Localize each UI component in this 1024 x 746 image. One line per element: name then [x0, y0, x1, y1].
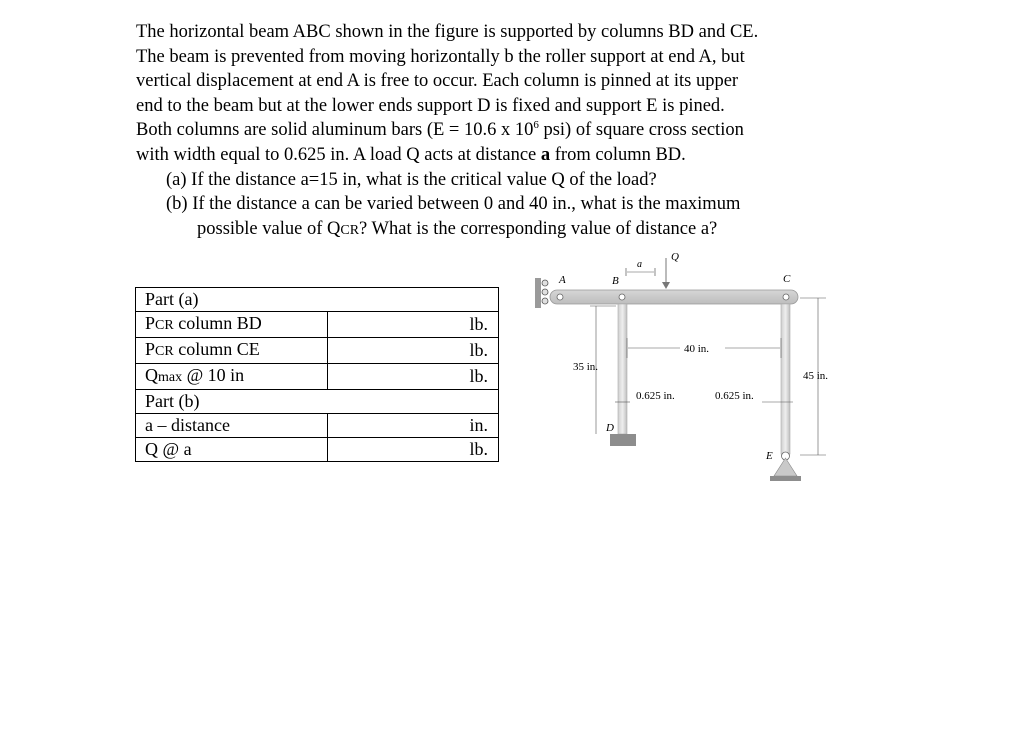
problem-line-5: Both columns are solid aluminum bars (E = 10.6 x $10^6$ psi) of square cross section — [136, 119, 744, 141]
distance-answer-field[interactable]: in. — [328, 414, 499, 438]
label-b: B — [612, 275, 619, 287]
load-q-arrow — [662, 258, 670, 289]
dim-35-label: 35 in. — [573, 361, 599, 373]
pin-support-e — [770, 452, 801, 481]
table-row — [136, 438, 499, 462]
pcr-bd-label: PCR column BD — [136, 312, 328, 338]
width-ce-label: 0.625 in. — [715, 390, 754, 402]
table-row — [136, 338, 499, 364]
distance-label: a – distance — [136, 414, 328, 438]
label-c: C — [783, 273, 791, 285]
dim-45-label: 45 in. — [803, 370, 829, 382]
question-a: (a) If the distance a=15 in, what is the critical value Q of the load? — [166, 169, 657, 190]
label-e: E — [766, 450, 773, 462]
dim-40-label: 40 in. — [684, 343, 710, 355]
width-bd-label: 0.625 in. — [636, 390, 675, 402]
label-load-q: Q — [671, 251, 679, 263]
part-b-heading: Part (b) — [136, 390, 328, 414]
column-ce — [781, 304, 790, 454]
question-b-cont: possible value of QCR? What is the corresponding value of distance a? — [197, 218, 718, 239]
table-row — [136, 312, 499, 338]
table-row — [136, 288, 499, 312]
label-d: D — [606, 422, 614, 434]
q-at-a-label: Q @ a — [136, 438, 328, 462]
pcr-ce-answer-field[interactable]: lb. — [328, 338, 499, 364]
problem-line-2: The beam is prevented from moving horizontally b the roller support at end A, but — [136, 46, 745, 67]
table-row — [136, 390, 499, 414]
problem-line-1: The horizontal beam ABC shown in the figure is supported by columns BD and CE. — [136, 22, 759, 42]
qmax-label: Qmax @ 10 in — [136, 364, 328, 390]
question-b: (b) If the distance a can be varied between 0 and 40 in., what is the maximum — [166, 194, 741, 215]
problem-line-4: end to the beam but at the lower ends support D is fixed and support E is pined. — [136, 95, 725, 116]
roller-support-a — [535, 278, 548, 308]
part-a-heading: Part (a) — [136, 288, 328, 312]
column-bd — [618, 304, 627, 434]
table-row — [136, 414, 499, 438]
pcr-bd-answer-field[interactable]: lb. — [328, 312, 499, 338]
qmax-answer-field[interactable]: lb. — [328, 364, 499, 390]
problem-statement — [136, 20, 896, 243]
label-distance-a: a — [637, 259, 642, 270]
fixed-support-d — [610, 434, 636, 446]
table-row — [136, 364, 499, 390]
problem-line-6: with width equal to 0.625 in. A load Q acts at distance a from column BD. — [136, 144, 686, 165]
answer-table — [135, 287, 499, 462]
pcr-ce-label: PCR column CE — [136, 338, 328, 364]
beam-abc — [550, 290, 798, 304]
q-at-a-answer-field[interactable]: lb. — [328, 438, 499, 462]
problem-line-3: vertical displacement at end A is free to occur. Each column is pinned at its upper — [136, 71, 739, 92]
beam-column-figure — [530, 250, 830, 490]
label-a: A — [559, 274, 566, 286]
